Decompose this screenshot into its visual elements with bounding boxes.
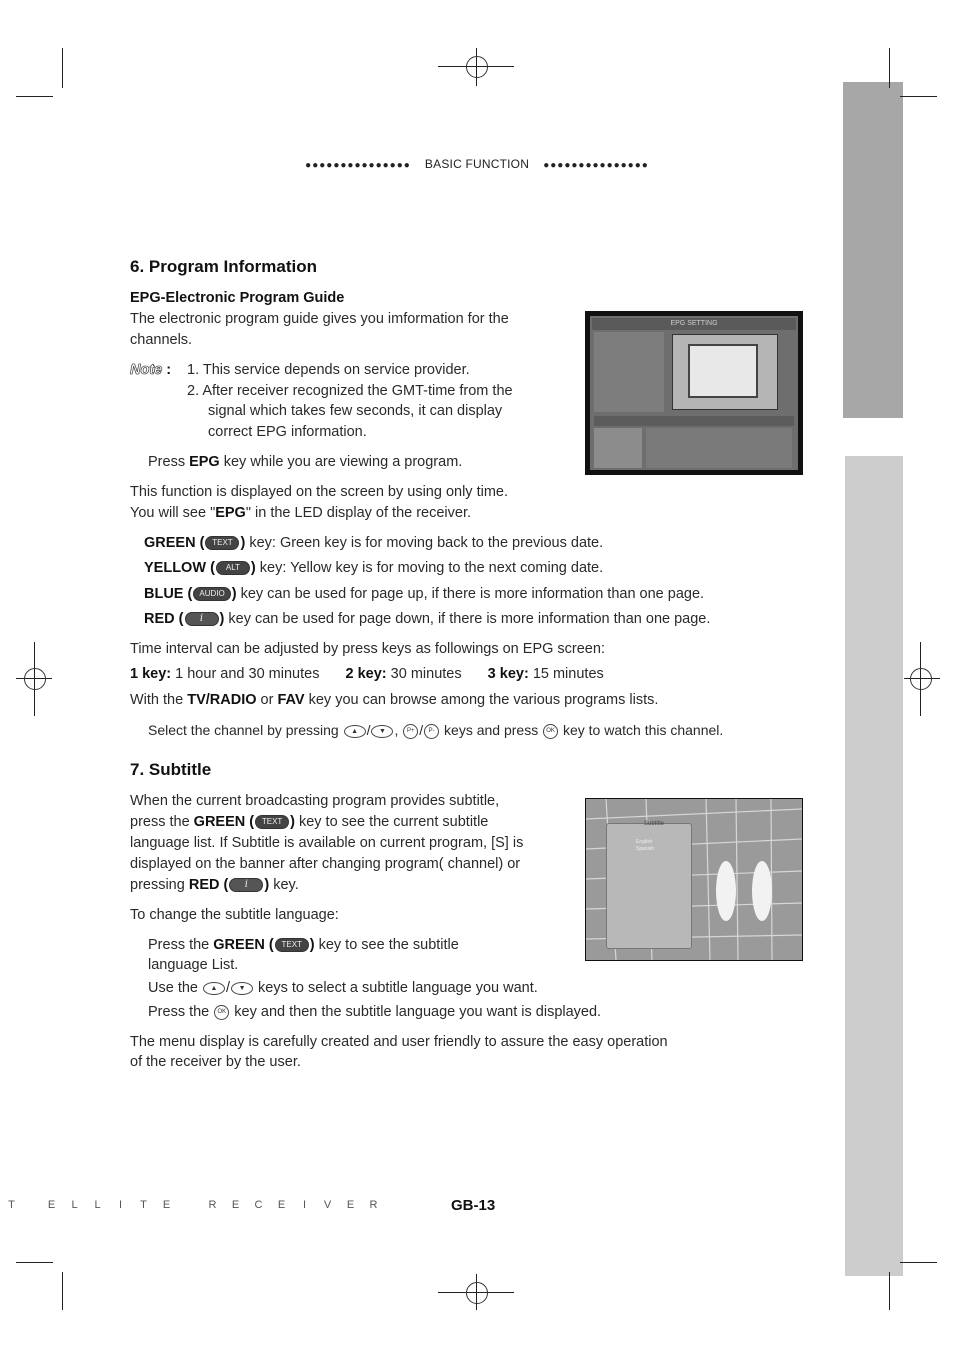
- key3-value: 15 minutes: [528, 666, 604, 682]
- key3-label: 3 key:: [487, 666, 529, 682]
- page-number: GB-13: [451, 1197, 496, 1214]
- subtitle-p3: language list. If Subtitle is available on current program, [S] is: [130, 835, 524, 851]
- yellow-key-desc: key: Yellow key is for moving to the next coming date.: [259, 560, 604, 576]
- function-line2-post: " in the LED display of the receiver.: [245, 505, 472, 521]
- subtitle-p1: When the current broadcasting program provides subtitle,: [130, 793, 500, 809]
- subtitle-option-1: English: [636, 839, 653, 845]
- press-epg-line: [148, 452, 462, 473]
- footer-letter: L: [71, 1199, 78, 1211]
- fav-key-label: FAV: [277, 692, 305, 708]
- footer-letter: I: [302, 1199, 307, 1211]
- info-key-icon: i: [185, 612, 219, 626]
- subtitle-p5-post: key.: [269, 877, 299, 893]
- tv-radio-key-label: TV/RADIO: [187, 692, 257, 708]
- ok-key-icon: OK: [543, 724, 558, 739]
- closing-line1: The menu display is carefully created and user friendly to assure the easy operation: [130, 1034, 668, 1050]
- running-header: [0, 157, 954, 171]
- yellow-key-label: YELLOW: [144, 560, 207, 576]
- footer-letter: C: [254, 1199, 263, 1211]
- step3-post: key and then the subtitle language you want is displayed.: [230, 1004, 602, 1020]
- subtitle-menu-title: Subtitle: [643, 821, 664, 827]
- step1-key: GREEN (: [213, 937, 274, 953]
- key-row-yellow: YELLOW ( ALT ) key: Yellow key is for moving to the next coming date.: [144, 560, 604, 576]
- step2-line: Use the ▲ / ▼ keys to select a subtitle language you want.: [148, 980, 538, 996]
- press-epg-pre: Press: [148, 454, 190, 470]
- key2-value: 30 minutes: [386, 666, 462, 682]
- note-label: Note: [130, 362, 163, 378]
- green-key-label: GREEN: [144, 535, 196, 551]
- select-pre: Select the channel by pressing: [148, 722, 343, 738]
- browse-line: [130, 690, 658, 711]
- info-key-icon: i: [229, 878, 263, 892]
- footer-letter: E: [231, 1199, 240, 1211]
- footer-letter: E: [162, 1199, 171, 1211]
- channel-down-icon: ▼: [371, 725, 393, 738]
- footer-letter: V: [323, 1199, 332, 1211]
- channel-up-icon: ▲: [344, 725, 366, 738]
- subtitle-p5-key: RED (: [188, 877, 229, 893]
- function-line2-pre: You will see ": [130, 505, 216, 521]
- subtitle-p2-post: key to see the current subtitle: [294, 814, 489, 830]
- key-row-green: GREEN ( TEXT ) key: Green key is for moving back to the previous date.: [144, 535, 604, 551]
- section-heading-program-information: 6. Program Information: [130, 257, 318, 276]
- footer-letter: R: [369, 1199, 378, 1211]
- note-colon: :: [166, 362, 172, 378]
- blue-key-label: BLUE: [144, 586, 184, 602]
- green-key-desc: key: Green key is for moving back to the previous date.: [249, 535, 604, 551]
- footer-letter: R: [208, 1199, 217, 1211]
- epg-key-label: EPG: [189, 454, 220, 470]
- step1-pre: Press the: [148, 937, 214, 953]
- key-row-red: RED ( i ) key can be used for page down, if there is more information than one page.: [144, 611, 711, 627]
- epg-screen-title: EPG SETTING: [592, 318, 796, 330]
- browse-post: key you can browse among the various programs lists.: [304, 692, 659, 708]
- interval-line: Time interval can be adjusted by press keys as followings on EPG screen:: [130, 641, 605, 657]
- note-block: [130, 360, 171, 381]
- select-mid: keys and press: [444, 722, 543, 738]
- subtitle-p5: [130, 875, 299, 896]
- text-key-icon: TEXT: [205, 536, 239, 550]
- footer-letter: T: [8, 1199, 15, 1211]
- ok-key-icon: OK: [214, 1005, 229, 1020]
- subtitle-p5-pre: pressing: [130, 877, 189, 893]
- footer-spaced-title: [0, 1199, 385, 1211]
- epg-intro-line1: The electronic program guide gives you imformation for the: [130, 311, 509, 327]
- change-subtitle-line: To change the subtitle language:: [130, 907, 339, 923]
- step3-pre: Press the: [148, 1004, 214, 1020]
- subtitle-screenshot: [585, 798, 803, 961]
- step1-line2: language List.: [148, 957, 239, 973]
- audio-key-icon: AUDIO: [193, 587, 230, 601]
- channel-up-icon: ▲: [203, 982, 225, 995]
- alt-key-icon: ALT: [216, 561, 250, 575]
- subtitle-p2-key: GREEN (: [193, 814, 255, 830]
- red-key-desc: key can be used for page down, if there is more information than one page.: [228, 611, 711, 627]
- note-item-2-line3: correct EPG information.: [208, 424, 367, 440]
- browse-mid: or: [256, 692, 278, 708]
- subtitle-p2-pre: press the: [130, 814, 194, 830]
- function-line2-key: EPG: [215, 505, 246, 521]
- header-dots-right: ●●●●●●●●●●●●●●●: [543, 160, 649, 171]
- footer-letter: L: [94, 1199, 101, 1211]
- epg-intro-line2: channels.: [130, 332, 193, 348]
- closing-line2: of the receiver by the user.: [130, 1054, 301, 1070]
- note-item-1: 1. This service depends on service provider.: [187, 362, 470, 378]
- page-down-icon: P-: [424, 724, 439, 739]
- side-tab-dark: [843, 82, 903, 418]
- browse-pre: With the: [130, 692, 188, 708]
- red-key-label: RED: [144, 611, 175, 627]
- footer-letter: T: [140, 1199, 147, 1211]
- key2-label: 2 key:: [345, 666, 387, 682]
- text-key-icon: TEXT: [255, 815, 289, 829]
- select-post: key to watch this channel.: [562, 722, 724, 738]
- footer-letter: E: [346, 1199, 355, 1211]
- step3-line: [148, 1002, 601, 1023]
- step2-pre: Use the: [148, 980, 202, 996]
- step1-post: key to see the subtitle: [314, 937, 459, 953]
- key1-label: 1 key:: [130, 666, 172, 682]
- note-item-2-line2: signal which takes few seconds, it can display: [208, 403, 503, 419]
- side-tab-light: [845, 456, 903, 1276]
- channel-down-icon: ▼: [231, 982, 253, 995]
- footer-letter: E: [277, 1199, 286, 1211]
- step2-post: keys to select a subtitle language you want.: [254, 980, 538, 996]
- step1-line: [148, 935, 459, 956]
- section-heading-subtitle: 7. Subtitle: [130, 760, 212, 779]
- text-key-icon: TEXT: [275, 938, 309, 952]
- press-epg-post: key while you are viewing a program.: [219, 454, 463, 470]
- subtitle-p4: displayed on the banner after changing program( channel) or: [130, 856, 521, 872]
- blue-key-desc: key can be used for page up, if there is more information than one page.: [240, 586, 705, 602]
- footer-letter: I: [118, 1199, 123, 1211]
- subtitle-p2: [130, 812, 488, 833]
- key1-value: 1 hour and 30 minutes: [171, 666, 320, 682]
- subtitle-p5-close: ): [264, 877, 270, 893]
- step1-close: ): [309, 937, 315, 953]
- subtitle-p2-close: ): [290, 814, 295, 830]
- subtitle-option-2: Spanish: [636, 846, 655, 852]
- page-up-icon: P+: [403, 724, 418, 739]
- epg-screenshot: [585, 311, 803, 475]
- header-title: BASIC FUNCTION: [424, 157, 530, 171]
- interval-keys-line: [130, 664, 604, 685]
- header-dots-left: ●●●●●●●●●●●●●●●: [305, 160, 411, 171]
- note-item-2-line1: 2. After receiver recognized the GMT-time from the: [187, 383, 513, 399]
- select-channel-line: Select the channel by pressing ▲ / ▼ , P+ / P- keys and press OK key to watch this channel.: [148, 722, 724, 738]
- function-line2: [130, 503, 471, 524]
- epg-subheading: EPG-Electronic Program Guide: [130, 290, 345, 306]
- key-row-blue: BLUE ( AUDIO ) key can be used for page up, if there is more information than one page.: [144, 586, 705, 602]
- footer-letter: E: [47, 1199, 56, 1211]
- function-line1: This function is displayed on the screen by using only time.: [130, 484, 509, 500]
